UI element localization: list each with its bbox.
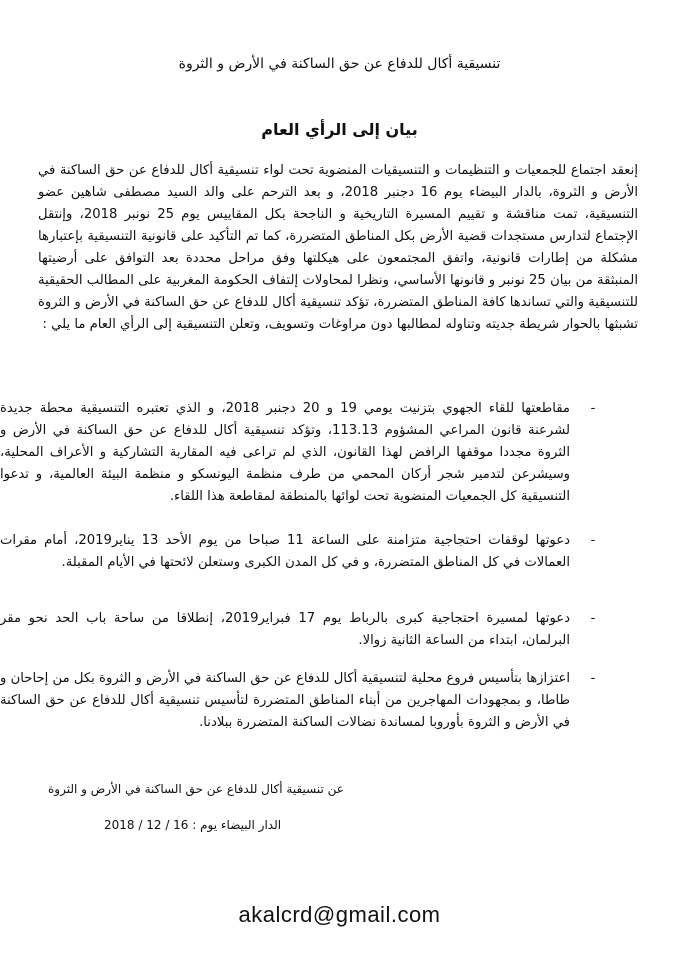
bullet-dash: -: [590, 671, 596, 686]
bullet-dash: -: [590, 533, 596, 548]
date-line: الدار البيضاء يوم : 16 / 12 / 2018: [104, 818, 282, 832]
statement-title: بيان إلى الرأي العام: [261, 120, 418, 139]
list-item: [0, 608, 600, 652]
contact-email: akalcrd@gmail.com: [238, 902, 441, 927]
list-item: [0, 668, 600, 734]
list-item-text: اعتزازها بتأسيس فروع محلية لتنسيقية أكال للدفاع عن حق الساكنة في الأرض و الثروة بكل من إحاحان و طاطا، و بمجهودات المهاجرين من أبناء المناطق المتضررة لتأسيس تنسيقية أكال للدفاع عن حق الساكنة في الأرض و الثروة بأوروبا لمساندة نضالات الساكنة المتضررة ببلادنا.: [0, 671, 570, 730]
intro-paragraph: إنعقد اجتماع للجمعيات و التنظيمات و التنسيقيات المنضوية تحت لواء تنسيقية أكال للدفاع عن حق الساكنة في الأرض و الثروة، بالدار البيضاء يوم 16 دجنبر 2018، و بعد الترحم على والد السيد مصطفى شاهين عضو التنسيقية، تمت مناقشة و تقييم المسيرة التاريخية و الناجحة بكل المقاييس يوم 25 نونبر 2018، وإنتقل الإجتماع لتدارس مستجدات قضية الأرض بكل المناطق المتضررة، كما تم التأكيد على قانونية التنسيقية بإعتبارها مشكلة من إطارات قانونية، واتفق المجتمعون على هيكلتها وفق مراحل محددة بعد التوافق على أرضيتها المنبثقة من بيان 25 نونبر و قانونها الأساسي، ونظرا لمحاولات إلتفاف الحكومة المغربية على المطالب الحقيقية للتنسيقية والتي تساندها كافة المناطق المتضررة، تؤكد تنسيقية أكال للدفاع عن حق الساكنة في الأرض و الثروة تشبثها بالحوار شريطة جديته وتناوله لمطالبها دون مراوغات وتسويف، وتعلن التنسيقية إلى الرأي العام ما يلي :: [38, 163, 639, 332]
list-item-text: دعوتها لوقفات احتجاجية متزامنة على الساعة 11 صباحا من يوم الأحد 13 يناير2019، أمام مقرات العمالات في كل المناطق المتضررة، و في كل المدن الكبرى وستعلن لائحتها في الأيام المقبلة.: [0, 533, 570, 570]
list-item-text: مقاطعتها للقاء الجهوي بتزنيت يومي 19 و 20 دجنبر 2018، و الذي تعتبره التنسيقية محطة جديدة لشرعنة قانون المراعي المشؤوم 113.13، وتؤكد تنسيقية أكال للدفاع عن حق الساكنة في الأرض و الثروة مجددا موقفها الرافض لهذا القانون، الذي لم تراعى فيه المقاربة التشاركية و الأعراف المحلية، وسيشرعن لتدمير شجر أركان المحمي من طرف منظمة اليونسكو و منظمة البيئة العالمية، و تدعوا التنسيقية كل الجمعيات المنضوية تحت لوائها بالمنطقة لمقاطعة هذا اللقاء.: [0, 401, 570, 504]
signature-line: عن تنسيقية أكال للدفاع عن حق الساكنة في الأرض و الثروة: [48, 782, 344, 796]
bullet-dash: -: [590, 611, 596, 626]
bullet-dash: -: [590, 401, 596, 416]
list-item: [0, 530, 600, 574]
organization-header: تنسيقية أكال للدفاع عن حق الساكنة في الأرض و الثروة: [178, 56, 501, 72]
list-item: [0, 398, 600, 508]
list-item-text: دعوتها لمسيرة احتجاجية كبرى بالرباط يوم 17 فبراير2019، إنطلاقا من ساحة باب الحد نحو مقر البرلمان، ابتداء من الساعة الثانية زوالا.: [0, 611, 570, 648]
